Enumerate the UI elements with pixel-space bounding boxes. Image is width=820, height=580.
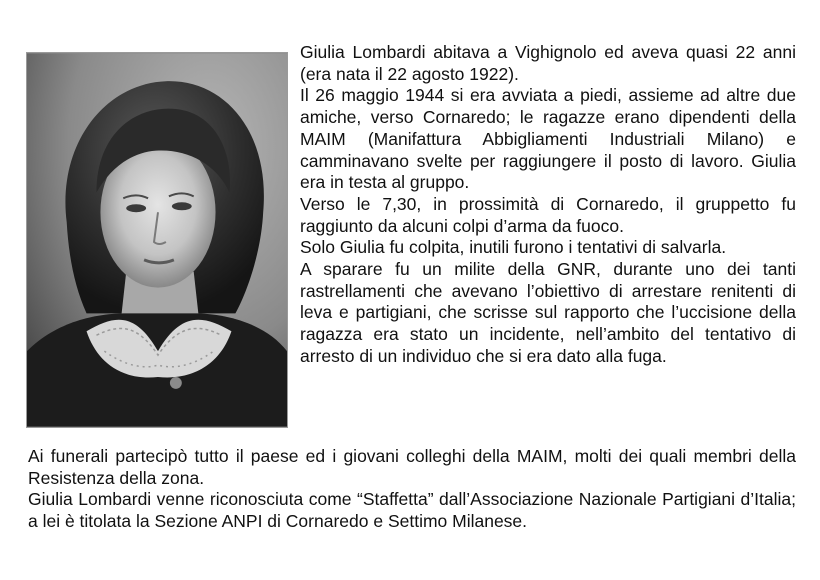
biography-text-right — [300, 42, 796, 368]
biography-text-bottom — [28, 446, 796, 533]
portrait-photo — [26, 52, 288, 428]
portrait-image — [27, 53, 287, 427]
paragraph-funeral: Ai funerali partecipò tutto il paese ed i giovani colleghi della MAIM, molti dei quali membri della Resistenza della zona. — [28, 446, 796, 488]
paragraph-may-1944: Il 26 maggio 1944 si era avviata a piedi, assieme ad altre due amiche, verso Cornaredo; le ragazze erano dipendenti della MAIM (Manifattura Abbigliamenti Industriali Milano) e camminavano svelte per raggiungere il posto di lavoro. Giulia era in testa al gruppo. — [300, 85, 796, 193]
paragraph-birth: Giulia Lombardi abitava a Vighignolo ed aveva quasi 22 anni (era nata il 22 agosto 1922). — [300, 42, 796, 84]
paragraph-gunfire: Verso le 7,30, in prossimità di Cornaredo, il gruppetto fu raggiunto da alcuni colpi d’arma da fuoco. — [300, 193, 796, 236]
paragraph-gnr: A sparare fu un milite della GNR, durante uno dei tanti rastrellamenti che avevano l’obiettivo di arrestare renitenti di leva e partigiani, che scrisse sul rapporto che l’uccisione della ragazza era stato un incidente, nell’ambito del tentativo di arresto di un individuo che si era dato alla fuga. — [300, 259, 796, 366]
paragraph-anpi: Giulia Lombardi venne riconosciuta come “Staffetta” dall’Associazione Nazionale Partigiani d’Italia; a lei è titolata la Sezione ANPI di Cornaredo e Settimo Milanese. — [28, 489, 796, 532]
paragraph-hit: Solo Giulia fu colpita, inutili furono i tentativi di salvarla. — [300, 237, 727, 258]
